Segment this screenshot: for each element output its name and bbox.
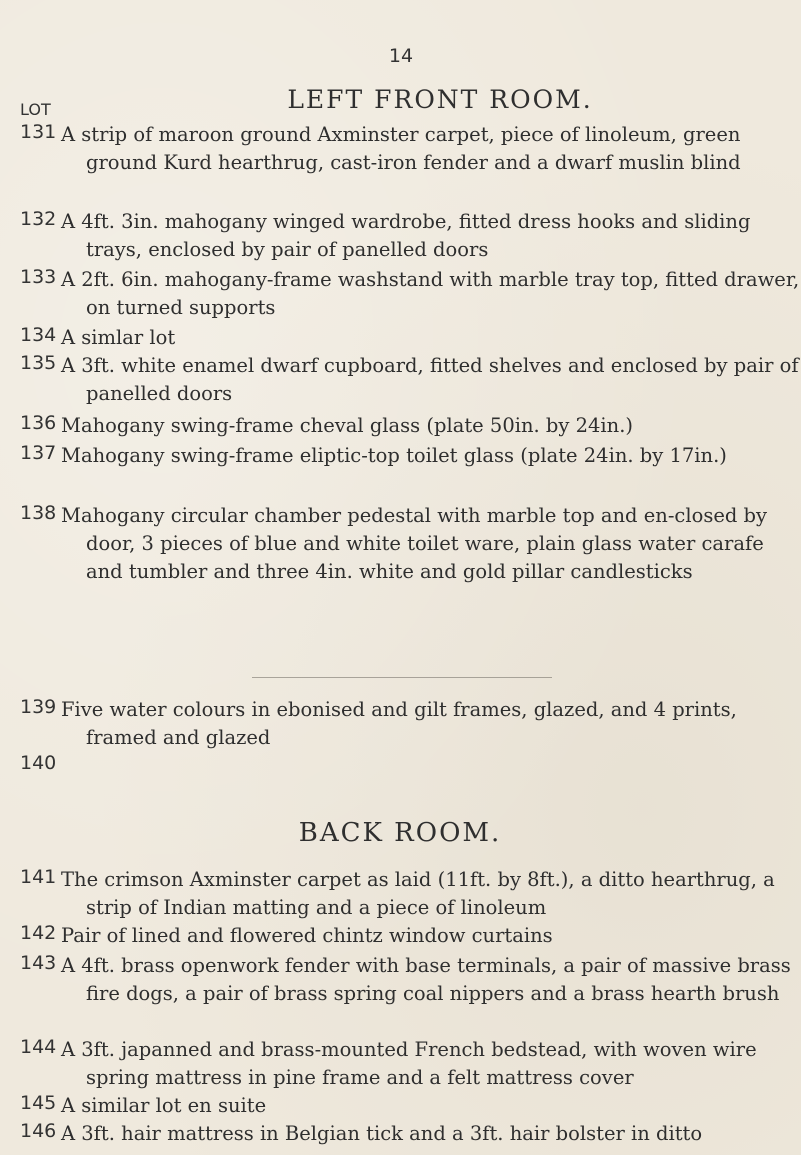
lot-description: A 4ft. brass openwork fender with base terminals, a pair of massive brass fire dogs, a pair of brass spring coal nippers and a brass hearth brush bbox=[61, 954, 791, 1005]
lot-description: A simlar lot bbox=[61, 326, 176, 349]
lot-number: 137 bbox=[20, 442, 57, 464]
lot-number: 140 bbox=[20, 752, 57, 774]
section-heading-left-front-room: LEFT FRONT ROOM. bbox=[287, 85, 593, 114]
lot-number: 139 bbox=[20, 696, 57, 718]
lot-description: Five water colours in ebonised and gilt frames, glazed, and 4 prints, framed and glazed bbox=[61, 698, 737, 749]
lot-column-header: LOT bbox=[20, 100, 51, 119]
lot-description: Mahogany swing-frame eliptic-top toilet glass (plate 24in. by 17in.) bbox=[61, 444, 727, 467]
lot-number: 136 bbox=[20, 412, 57, 434]
lot-description: A similar lot en suite bbox=[61, 1094, 267, 1117]
lot-number: 141 bbox=[20, 866, 57, 888]
section-heading-back-room: BACK ROOM. bbox=[298, 818, 502, 848]
lot-description: Pair of lined and flowered chintz window curtains bbox=[61, 924, 553, 947]
lot-number: 143 bbox=[20, 952, 57, 974]
lot-number: 144 bbox=[20, 1036, 57, 1058]
lot-number: 138 bbox=[20, 502, 57, 524]
lot-description: A 4ft. 3in. mahogany winged wardrobe, fitted dress hooks and sliding trays, enclosed by pair of panelled doors bbox=[61, 210, 751, 261]
lot-description: Mahogany swing-frame cheval glass (plate 50in. by 24in.) bbox=[61, 414, 634, 437]
lot-description: The crimson Axminster carpet as laid (11ft. by 8ft.), a ditto hearthrug, a strip of Indian matting and a piece of linoleum bbox=[61, 868, 775, 919]
lot-number: 132 bbox=[20, 208, 57, 230]
lot-number: 145 bbox=[20, 1092, 57, 1114]
lot-description: A 2ft. 6in. mahogany-frame washstand with marble tray top, fitted drawer, on turned supports bbox=[61, 268, 800, 319]
lot-number: 131 bbox=[20, 121, 57, 143]
lot-number: 135 bbox=[20, 352, 57, 374]
lot-number: 146 bbox=[20, 1120, 57, 1142]
page-number: 14 bbox=[388, 45, 414, 67]
lot-number: 133 bbox=[20, 266, 57, 288]
lot-description: Mahogany circular chamber pedestal with marble top and en-closed by door, 3 pieces of blue and white toilet ware, plain glass water carafe and tumbler and three 4in. white and gold pillar candlesticks bbox=[61, 504, 768, 583]
lot-number: 134 bbox=[20, 324, 57, 346]
lot-description: A 3ft. japanned and brass-mounted French bedstead, with woven wire spring mattress in pine frame and a felt mattress cover bbox=[61, 1038, 757, 1089]
lot-description: A 3ft. hair mattress in Belgian tick and a 3ft. hair bolster in ditto bbox=[61, 1122, 703, 1145]
section-divider bbox=[252, 677, 552, 678]
lot-number: 142 bbox=[20, 922, 57, 944]
lot-description: A strip of maroon ground Axminster carpet, piece of linoleum, green ground Kurd hearthrug, cast-iron fender and a dwarf muslin blind bbox=[61, 123, 741, 174]
lot-description: A 3ft. white enamel dwarf cupboard, fitted shelves and enclosed by pair of panelled doors bbox=[61, 354, 799, 405]
